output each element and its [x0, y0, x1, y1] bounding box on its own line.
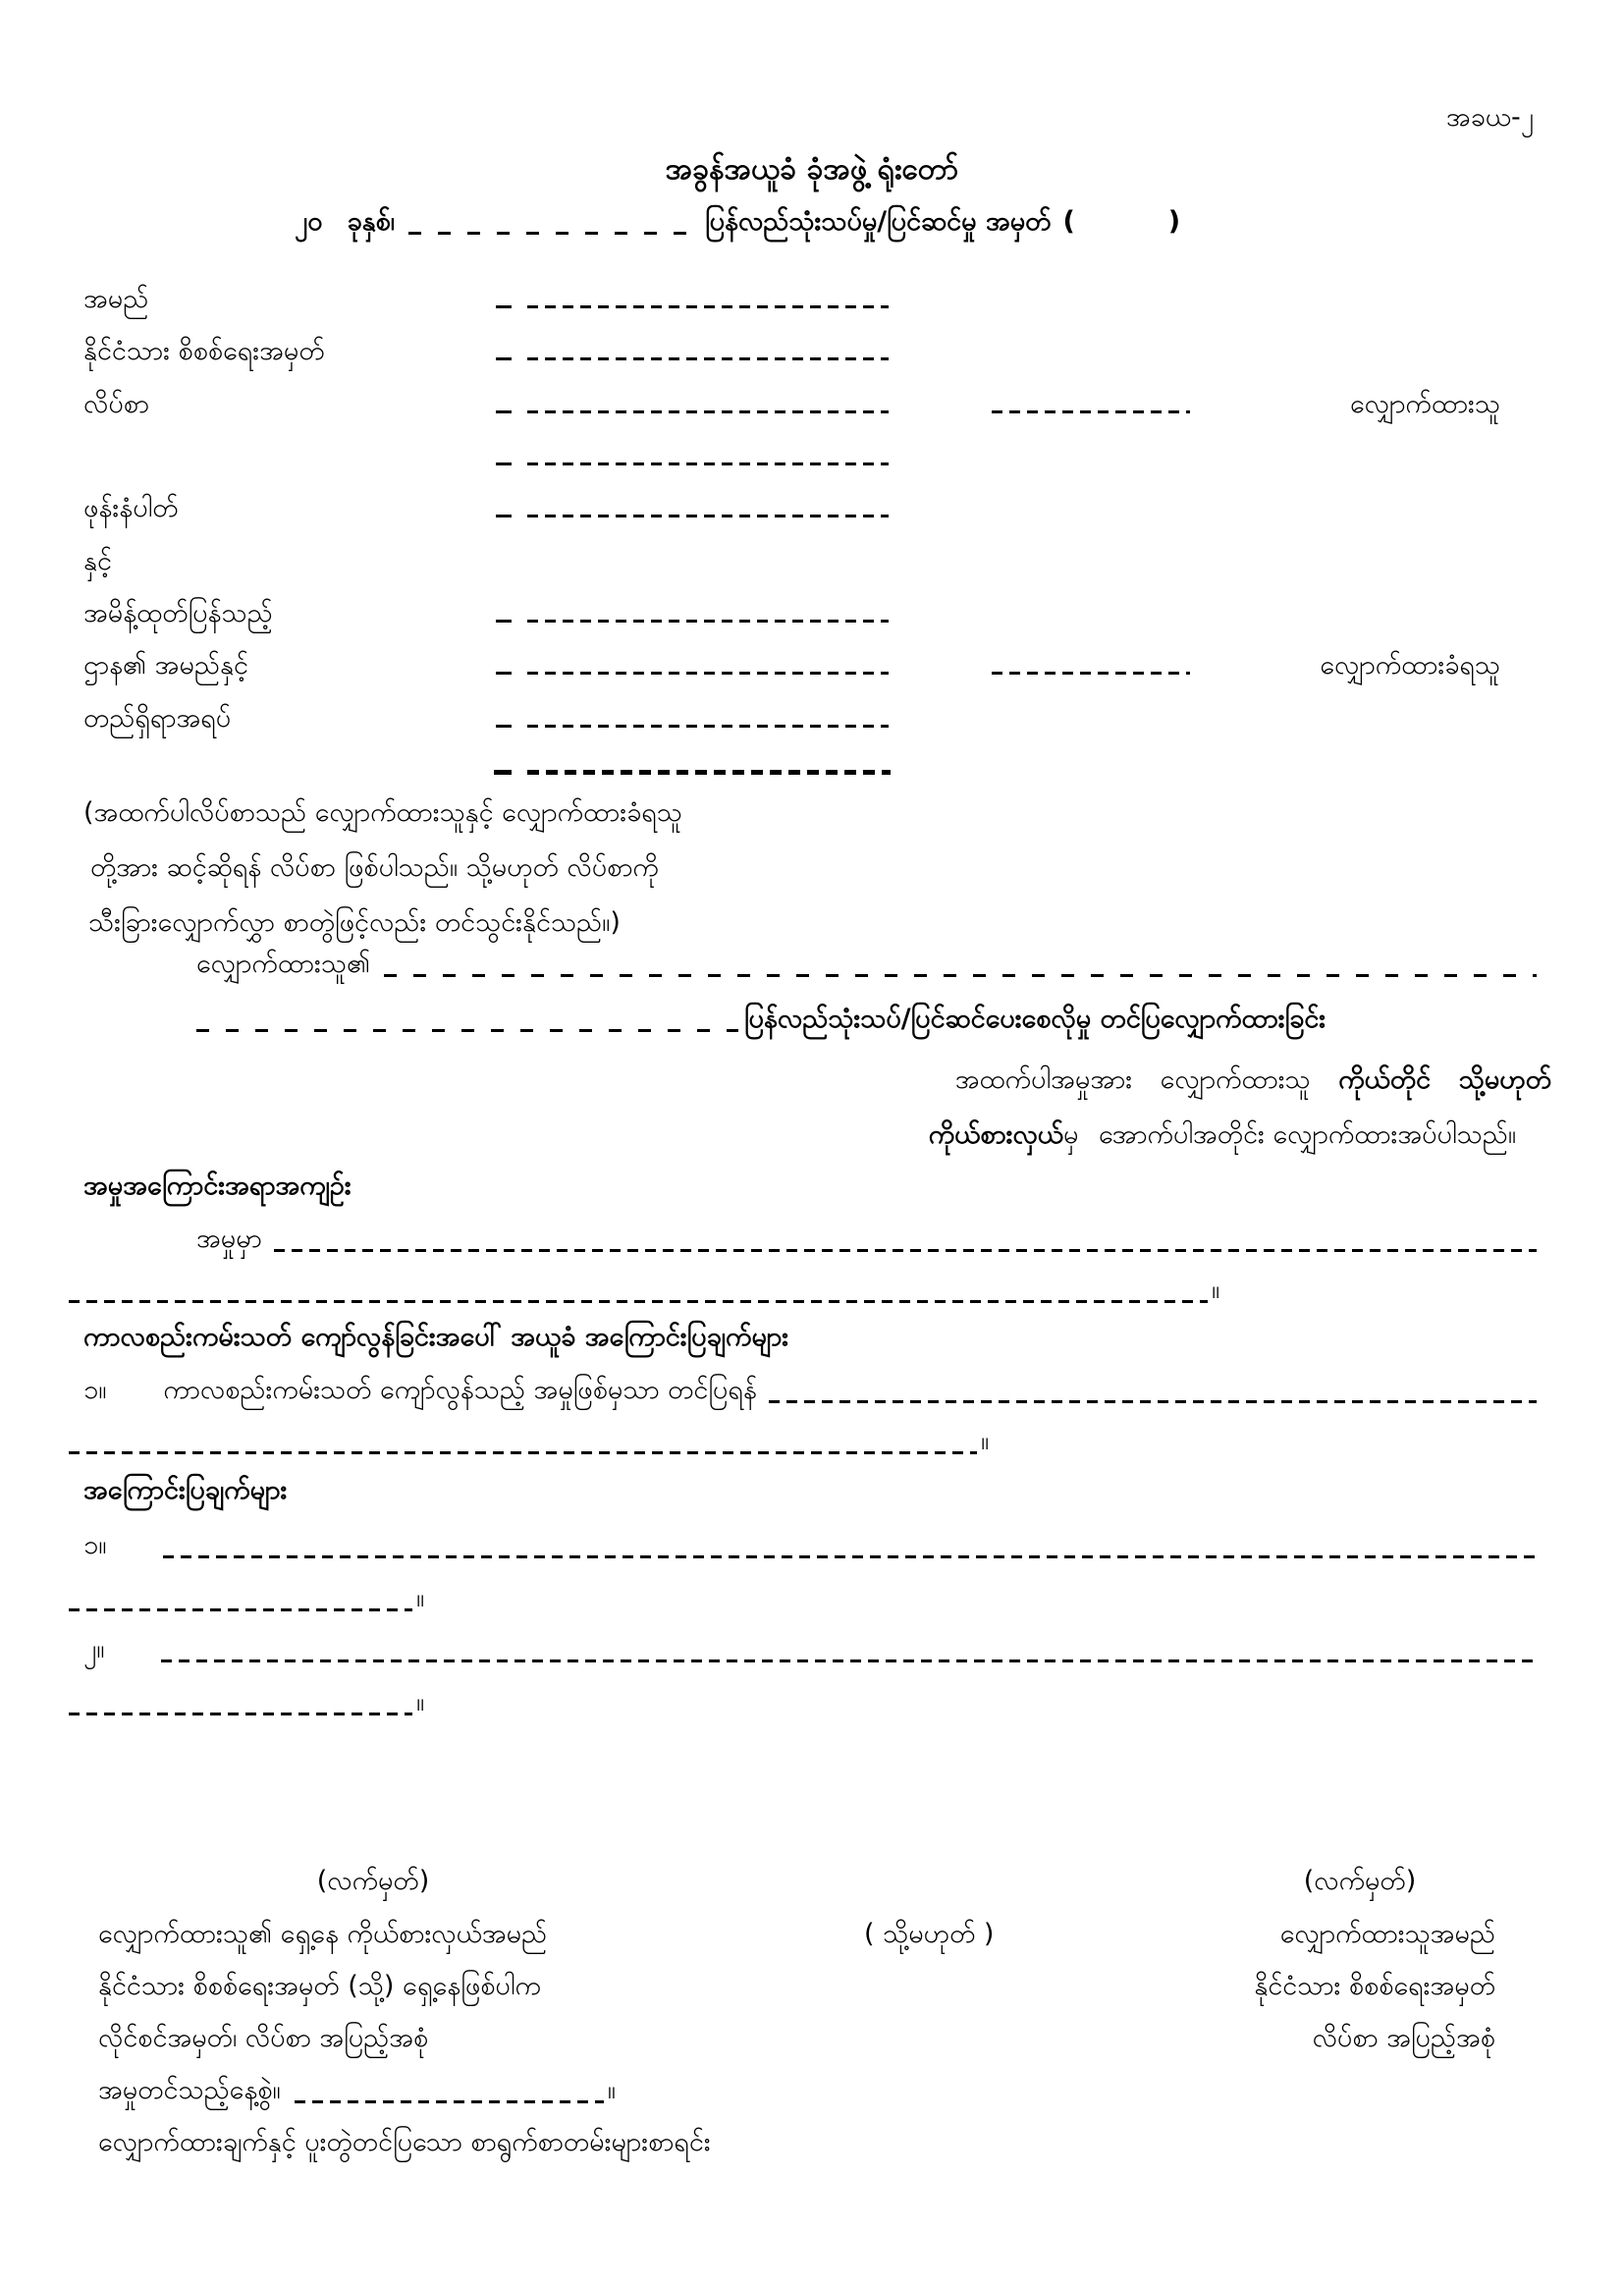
dash-separator: [496, 515, 512, 517]
dash-separator: [496, 725, 512, 728]
bold-fill-line: [527, 770, 891, 775]
dash-separator: [494, 770, 512, 775]
applicant-possessive-row: [196, 945, 1537, 985]
dash-separator: [496, 672, 512, 675]
reasons-heading: အကြောင်းပြချက်များ: [83, 1475, 288, 1505]
intro-representative: ကိုယ်စားလှယ်: [928, 1119, 1063, 1150]
filing-date-row: [98, 2071, 616, 2111]
intro-submit-text: အောက်ပါအတိုင်း လျှောက်ထားအပ်ပါသည်။: [1099, 1119, 1516, 1150]
note-line-3: သီးခြားလျှောက်လွှာ စာတွဲဖြင့်လည်း တင်သွင်းနိုင်သည်။): [88, 907, 621, 938]
right-sign-line-1: လျှောက်ထားသူအမည်: [1279, 1919, 1495, 1949]
intro-line-2: [491, 1115, 1516, 1156]
applicant-role-label: လျှောက်ထားသူ: [1350, 389, 1500, 419]
intro-above-case: အထက်ပါအမှုအား: [954, 1064, 1133, 1095]
field-label-name: အမည်: [83, 284, 149, 314]
reason-2-fill-line: [161, 1659, 1537, 1662]
field-label-department: ဌာန၏ အမည်နှင့်: [83, 650, 248, 680]
case-summary-cont-row: [69, 1271, 1219, 1311]
reason-1-number: ၁။: [83, 1530, 107, 1560]
order-fill-line: [527, 620, 889, 623]
department-fill-line: [527, 672, 889, 675]
section-mark: ။: [607, 2075, 616, 2105]
applicant-possessive-label: လျှောက်ထားသူ၏: [196, 949, 371, 979]
year-prefix: ၂၀: [295, 206, 323, 237]
reason-1-row: [83, 1526, 1537, 1566]
phone-fill-line: [527, 515, 889, 517]
case-number-line: [295, 202, 1531, 243]
case-summary-lead: အမှုမှာ: [196, 1224, 262, 1254]
or-label: ( သို့မဟုတ် ): [864, 1919, 995, 1949]
section-mark: ။: [416, 1687, 425, 1717]
limitation-item-text: ကာလစည်းကမ်းသတ် ကျော်လွန်သည့် အမှုဖြစ်မှသာ တင်ပြရန်: [163, 1375, 757, 1405]
dash-separator: [496, 410, 512, 413]
filing-date-fill-line: [295, 2100, 604, 2103]
address-fill-line: [527, 410, 889, 413]
respondent-blank-line: [992, 672, 1190, 675]
left-sign-line-1: လျှောက်ထားသူ၏ ရှေ့နေ ကိုယ်စားလှယ်အမည်: [98, 1919, 548, 1949]
attachments-list-label: လျှောက်ထားချက်နှင့် ပူးတွဲတင်ပြသော စာရွက်စာတမ်းများစာရင်း: [98, 2127, 711, 2157]
case-summary-heading: အမှုအကြောင်းအရာအကျဉ်း: [83, 1170, 352, 1201]
reason-2-row: [83, 1630, 1537, 1670]
left-signature-label: (လက်မှတ်): [316, 1866, 430, 1896]
limitation-fill-line-2: [69, 1451, 977, 1454]
field-label-and: နှင့်: [83, 546, 112, 576]
dash-separator: [496, 357, 512, 360]
applicant-blank-line: [992, 410, 1190, 413]
nrc-fill-line: [527, 357, 889, 360]
left-sign-line-2: နိုင်ငံသား စိစစ်ရေးအမှတ် (သို့) ရှေ့နေဖြစ်ပါက: [98, 1971, 541, 2001]
reason-1-fill-line: [163, 1555, 1537, 1558]
request-blank-line: [196, 1029, 738, 1032]
field-label-location: တည်ရှိရာအရပ်: [83, 703, 232, 734]
form-code: အခယ-၂: [1445, 102, 1534, 133]
year-label: ခုနှစ်၊: [347, 206, 396, 237]
limitation-fill-line: [769, 1400, 1537, 1403]
field-label-address: လိပ်စာ: [83, 389, 149, 419]
field-label-nrc: နိုင်ငံသား စိစစ်ရေးအမှတ်: [83, 336, 325, 366]
limitation-heading: ကာလစည်းကမ်းသတ် ကျော်လွန်ခြင်းအပေါ် အယူခံ အကြောင်းပြချက်များ: [83, 1322, 789, 1352]
field-label-phone: ဖုန်းနံပါတ်: [83, 493, 179, 523]
intro-applicant: လျှောက်ထားသူ: [1160, 1064, 1311, 1095]
limitation-item-row: [83, 1371, 1537, 1411]
form-title: အခွန်အယူခံ ခုံအဖွဲ့ ရုံးတော်: [665, 152, 959, 187]
reason-2-number: ၂။: [83, 1634, 105, 1664]
limitation-cont-row: [69, 1422, 989, 1462]
section-mark: ။: [1212, 1275, 1220, 1305]
applicant-name-blank-line: [384, 974, 1537, 977]
right-sign-line-3: လိပ်စာ အပြည့်အစုံ: [1312, 2023, 1495, 2053]
respondent-role-label: လျှောက်ထားခံရသူ: [1320, 650, 1500, 680]
note-line-1: (အထက်ပါလိပ်စာသည် လျှောက်ထားသူနှင့် လျှောက်ထားခံရသူ: [83, 797, 682, 828]
limitation-item-number: ၁။: [83, 1375, 107, 1405]
dash-separator: [496, 462, 512, 465]
section-mark: ။: [981, 1426, 990, 1456]
filing-date-label: အမှုတင်သည့်နေ့စွဲ။: [98, 2075, 281, 2105]
paren-open: (: [1062, 206, 1075, 237]
case-summary-fill-line-2: [69, 1300, 1208, 1303]
dash-separator: [496, 620, 512, 623]
reason-2-cont-row: [69, 1683, 424, 1723]
reason-2-fill-line-2: [69, 1713, 412, 1715]
field-label-order-issued: အမိန့်ထုတ်ပြန်သည့်: [83, 598, 273, 628]
left-sign-line-3: လိုင်စင်အမှတ်၊ လိပ်စာ အပြည့်အစုံ: [98, 2023, 429, 2053]
section-mark: ။: [416, 1583, 425, 1613]
reason-1-cont-row: [69, 1579, 424, 1619]
right-signature-label: (လက်မှတ်): [1303, 1866, 1417, 1896]
address2-fill-line: [527, 462, 889, 465]
year-blank-line: [408, 232, 693, 235]
intro-or: သို့မဟုတ်: [1458, 1064, 1551, 1095]
intro-in-person: ကိုယ်တိုင်: [1338, 1064, 1432, 1095]
right-sign-line-2: နိုင်ငံသား စိစစ်ရေးအမှတ်: [1254, 1971, 1495, 2001]
reason-1-fill-line-2: [69, 1608, 412, 1611]
dash-separator: [496, 305, 512, 308]
case-summary-fill-line: [274, 1249, 1537, 1252]
case-summary-lead-row: [196, 1220, 1537, 1260]
request-title: ပြန်လည်သုံးသပ်/ပြင်ဆင်ပေးစေလိုမှု တင်ပြလျှောက်ထားခြင်း: [744, 1004, 1326, 1034]
location-fill-line: [527, 725, 889, 728]
request-title-row: [196, 1000, 1531, 1040]
note-line-2: တို့အား ဆင့်ဆိုရန် လိပ်စာ ဖြစ်ပါသည်။ သို့မဟုတ် လိပ်စာကို: [90, 852, 659, 883]
intro-by: မှ: [1062, 1119, 1079, 1150]
case-type-label: ပြန်လည်သုံးသပ်မှု/ပြင်ဆင်မှု အမှတ်: [705, 206, 1052, 237]
intro-line-1: [491, 1061, 1551, 1101]
paren-close: ): [1167, 206, 1181, 237]
name-fill-line: [527, 305, 889, 308]
